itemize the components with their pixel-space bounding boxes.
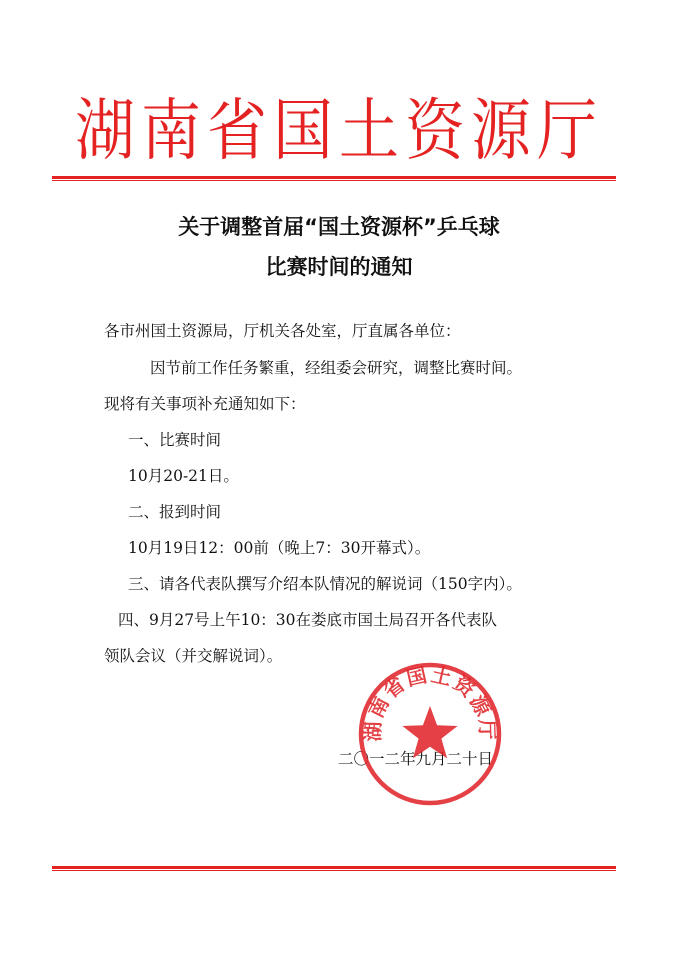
- letterhead-rule-top: [52, 176, 616, 181]
- notice-title-line2: 比赛时间的通知: [265, 255, 413, 279]
- official-seal: [356, 660, 504, 808]
- issue-date: 二〇一二年九月二十日: [338, 750, 494, 768]
- intro-line2: 现将有关事项补充通知如下：: [104, 395, 306, 413]
- item2-value: 10月19日12：00前（晚上7：30开幕式）。: [128, 539, 431, 557]
- letterhead-org-name: 湖南省国土资源厅: [75, 91, 603, 171]
- seal-star-icon: [402, 706, 457, 758]
- salutation: 各市州国土资源局，厅机关各处室，厅直属各单位：: [104, 322, 461, 340]
- notice-title-line1: 关于调整首届“国土资源杯”乒乓球: [178, 215, 500, 239]
- item4-line2: 领队会议（并交解说词）。: [104, 647, 283, 665]
- item3-line: 三、请各代表队撰写介绍本队情况的解说词（150字内）。: [128, 575, 522, 593]
- item1-heading: 一、比赛时间: [128, 431, 222, 449]
- seal-text: 湖南省国土资源厅: [360, 662, 500, 742]
- letterhead-rule-bottom: [52, 866, 616, 871]
- item2-heading: 二、报到时间: [128, 503, 222, 521]
- intro-line1: 因节前工作任务繁重，经组委会研究，调整比赛时间。: [150, 359, 523, 377]
- item1-value: 10月20-21日。: [128, 467, 239, 485]
- item4-line1: 四、9月27号上午10：30在娄底市国土局召开各代表队: [118, 611, 498, 629]
